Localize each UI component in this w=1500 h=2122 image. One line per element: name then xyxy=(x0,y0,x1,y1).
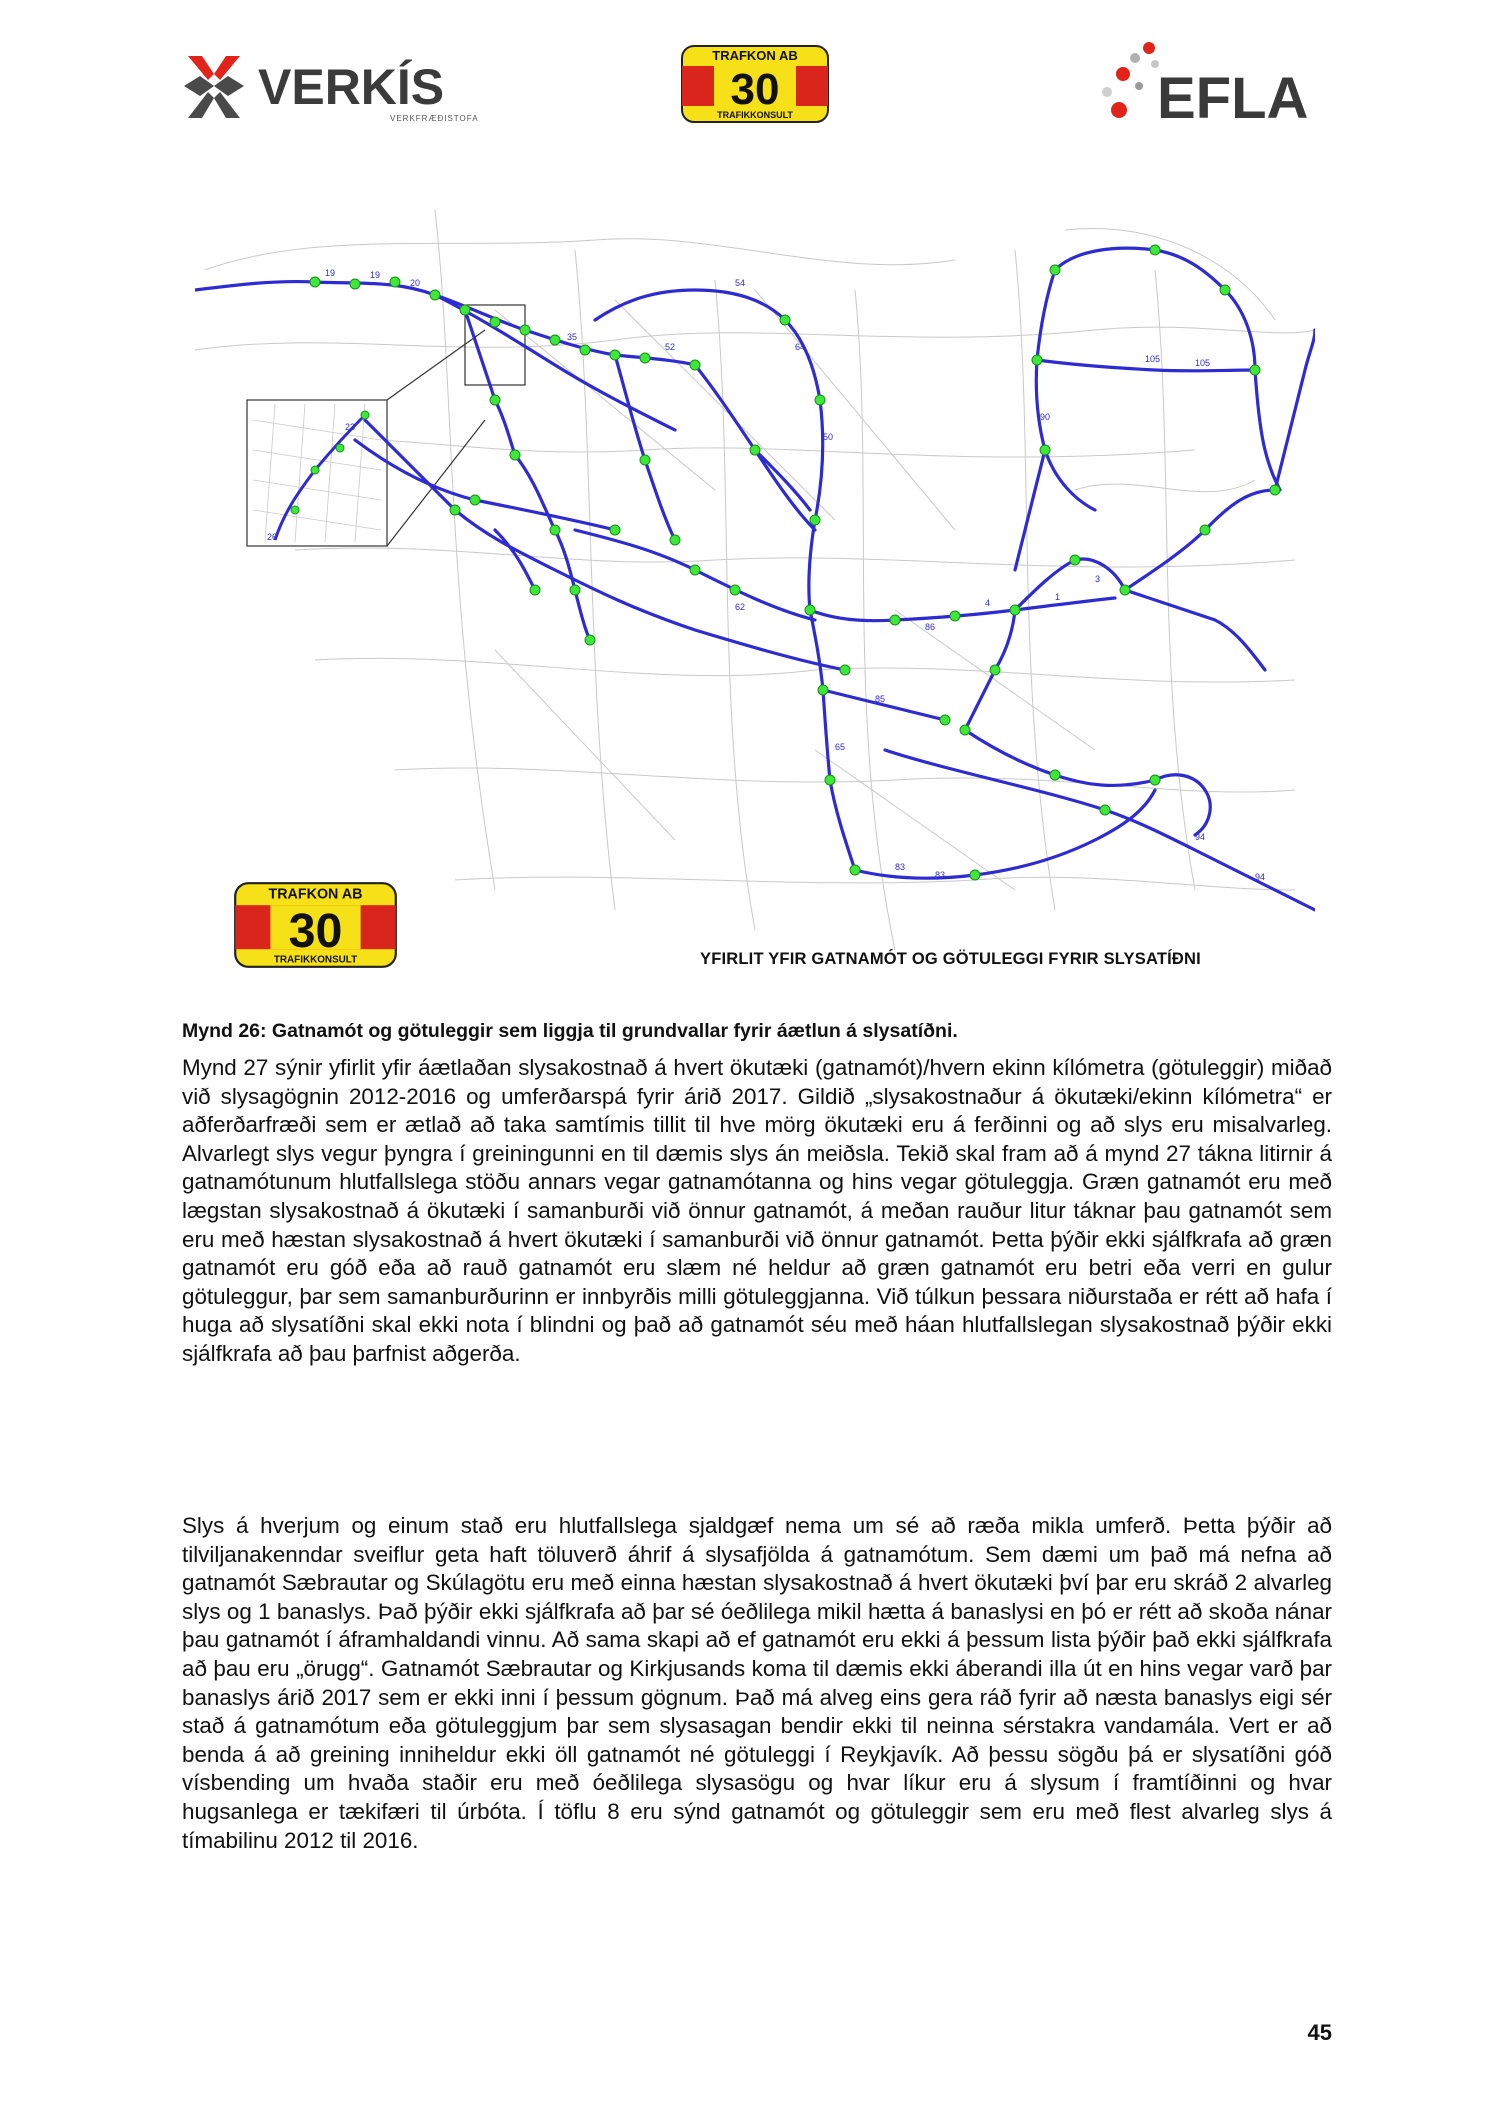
svg-text:85: 85 xyxy=(875,694,886,704)
svg-text:83: 83 xyxy=(895,862,906,872)
svg-text:19: 19 xyxy=(325,268,336,278)
svg-text:20: 20 xyxy=(410,278,421,288)
verkis-subtitle: VERKFRÆÐISTOFA xyxy=(390,114,479,123)
svg-text:94: 94 xyxy=(1195,832,1206,842)
efla-dots-icon xyxy=(1102,42,1159,118)
verkis-wordmark: VERKÍS xyxy=(258,59,445,115)
trafkon-number: 30 xyxy=(730,65,780,114)
svg-text:64: 64 xyxy=(795,342,806,352)
map-title: YFIRLIT YFIR GATNAMÓT OG GÖTULEGGI FYRIR SLYSATÍÐNI xyxy=(700,950,1201,968)
street-grid xyxy=(195,210,1315,950)
trafkon-map-bottom-text: TRAFIKKONSULT xyxy=(273,954,358,966)
svg-text:52: 52 xyxy=(665,342,676,352)
figure-caption: Mynd 26: Gatnamót og götuleggir sem liggja til grundvallar fyrir áætlun á slysatíðni. xyxy=(182,1020,958,1042)
efla-wordmark: EFLA xyxy=(1157,66,1309,126)
map-canvas xyxy=(195,190,1315,990)
svg-text:105: 105 xyxy=(1195,358,1211,368)
trafkon-bottom-text: TRAFIKKONSULT xyxy=(717,110,793,120)
svg-text:4: 4 xyxy=(985,598,991,608)
svg-text:54: 54 xyxy=(735,278,746,288)
road-network-map xyxy=(195,190,1315,990)
page-header xyxy=(0,0,1500,150)
trafkon-map-number: 30 xyxy=(288,904,343,958)
verkis-mark-icon xyxy=(184,56,244,118)
svg-text:62: 62 xyxy=(735,602,746,612)
svg-text:19: 19 xyxy=(370,270,381,280)
svg-text:86: 86 xyxy=(925,622,936,632)
svg-text:50: 50 xyxy=(823,432,834,442)
body-paragraph-2: Slys á hverjum og einum stað eru hlutfallslega sjaldgæf nema um sé að ræða mikla umferð. Þetta þýðir að tilviljanakenndar sveiflur geta haft töluverð áhrif á slysafjölda á gatnamótum. Sem dæmi um það má nefna að gatnamót Sæbrautar og Skúlagötu eru með einna hæstan slysakostnað á hvert ökutæki því þar eru skráð 2 alvarleg slys og 1 banaslys. Það þýðir ekki sjálfkrafa að þar sé óeðlilega mikil hætta á banaslysi en þó er rétt að skoða nánar þau gatnamót í áframhaldandi vinnu. Að sama skapi að ef gatnamót eru ekki á þessum lista þýðir það ekki sjálfkrafa að þau eru „örugg“. Gatnamót Sæbrautar og Kirkjusands koma til dæmis ekki áberandi illa út en hins vegar varð þar banaslys árið 2017 sem er ekki inni í þessum gögnum. Það má alveg eins gera ráð fyrir að næsta banaslys eigi sér stað á gatnamótum eða götuleggjum þar sem slysasagan bendir ekki til neinna sérstakra vandamála. Vert er að benda á að greining inniheldur ekki öll gatnamót né götuleggi í Reykjavík. Að þessu sögðu þá er slysatíðni góð vísbending um hvaða staðir eru með óeðlilega slysasögu og hvar líkur eru á slysum í framtíðinni og hvar hugsanlega er tækifæri til úrbóta. Í töflu 8 eru sýnd gatnamót og götuleggir sem eru með flest alvarleg slys á tímabilinu 2012 til 2016. xyxy=(182,1513,1332,1853)
trafkon-map-top-text: TRAFKON AB xyxy=(268,886,363,903)
page-number: 45 xyxy=(1307,2020,1332,2045)
efla-logo xyxy=(1095,40,1340,126)
trafkon-logo-map xyxy=(233,880,398,970)
svg-text:3: 3 xyxy=(1095,574,1101,584)
trafkon-top-text: TRAFKON AB xyxy=(712,48,798,63)
svg-text:26: 26 xyxy=(267,532,278,542)
svg-text:90: 90 xyxy=(1040,412,1051,422)
svg-text:94: 94 xyxy=(1255,872,1266,882)
svg-text:83: 83 xyxy=(935,870,946,880)
svg-text:35: 35 xyxy=(567,332,578,342)
body-paragraph-1: Mynd 27 sýnir yfirlit yfir áætlaðan slysakostnað á hvert ökutæki (gatnamót)/hvern ekinn kílómetra (götuleggir) miðað við slysagögnin 2012-2016 og umferðarspá fyrir árið 2017. Gildið „slysakostnaður á ökutæki/ekinn kílómetra“ er aðferðarfræði sem er ætlað að taka samtímis tillit til hve mörg ökutæki eru á ferðinni og að slys eru misalvarleg. Alvarlegt slys vegur þyngra í greiningunni en til dæmis slys án meiðsla. Tekið skal fram að á mynd 27 tákna litirnir á gatnamótunum hlutfallslega stöðu annars vegar gatnamótanna og hins vegar götuleggja. Græn gatnamót eru með lægstan slysakostnað á ökutæki í samanburði við önnur gatnamót, á meðan rauður litur táknar þau gatnamót sem eru með hæstan slysakostnað á hvert ökutæki í samanburði við önnur gatnamót. Þetta þýðir ekki sjálfkrafa að græn gatnamót eru góð eða að rauð gatnamót eru slæm né heldur að græn gatnamót eru betri eða verri en gulur götuleggur, þar sem samanburðurinn er innbyrðis milli götuleggjanna. Við túlkun þessara niðurstaða er rétt að hafa í huga að slysatíðni skal ekki nota í blindni og það að gatnamót séu með háan hlutfallslegan slysakostnað þýðir ekki sjálfkrafa að þau þarfnist aðgerða. xyxy=(182,1055,1332,1366)
svg-text:105: 105 xyxy=(1145,354,1161,364)
trafkon-logo-header xyxy=(680,44,830,124)
svg-text:23: 23 xyxy=(345,422,356,432)
svg-text:1: 1 xyxy=(1055,592,1061,602)
road-network xyxy=(195,248,1315,910)
verkis-logo xyxy=(180,46,480,126)
svg-text:65: 65 xyxy=(835,742,846,752)
